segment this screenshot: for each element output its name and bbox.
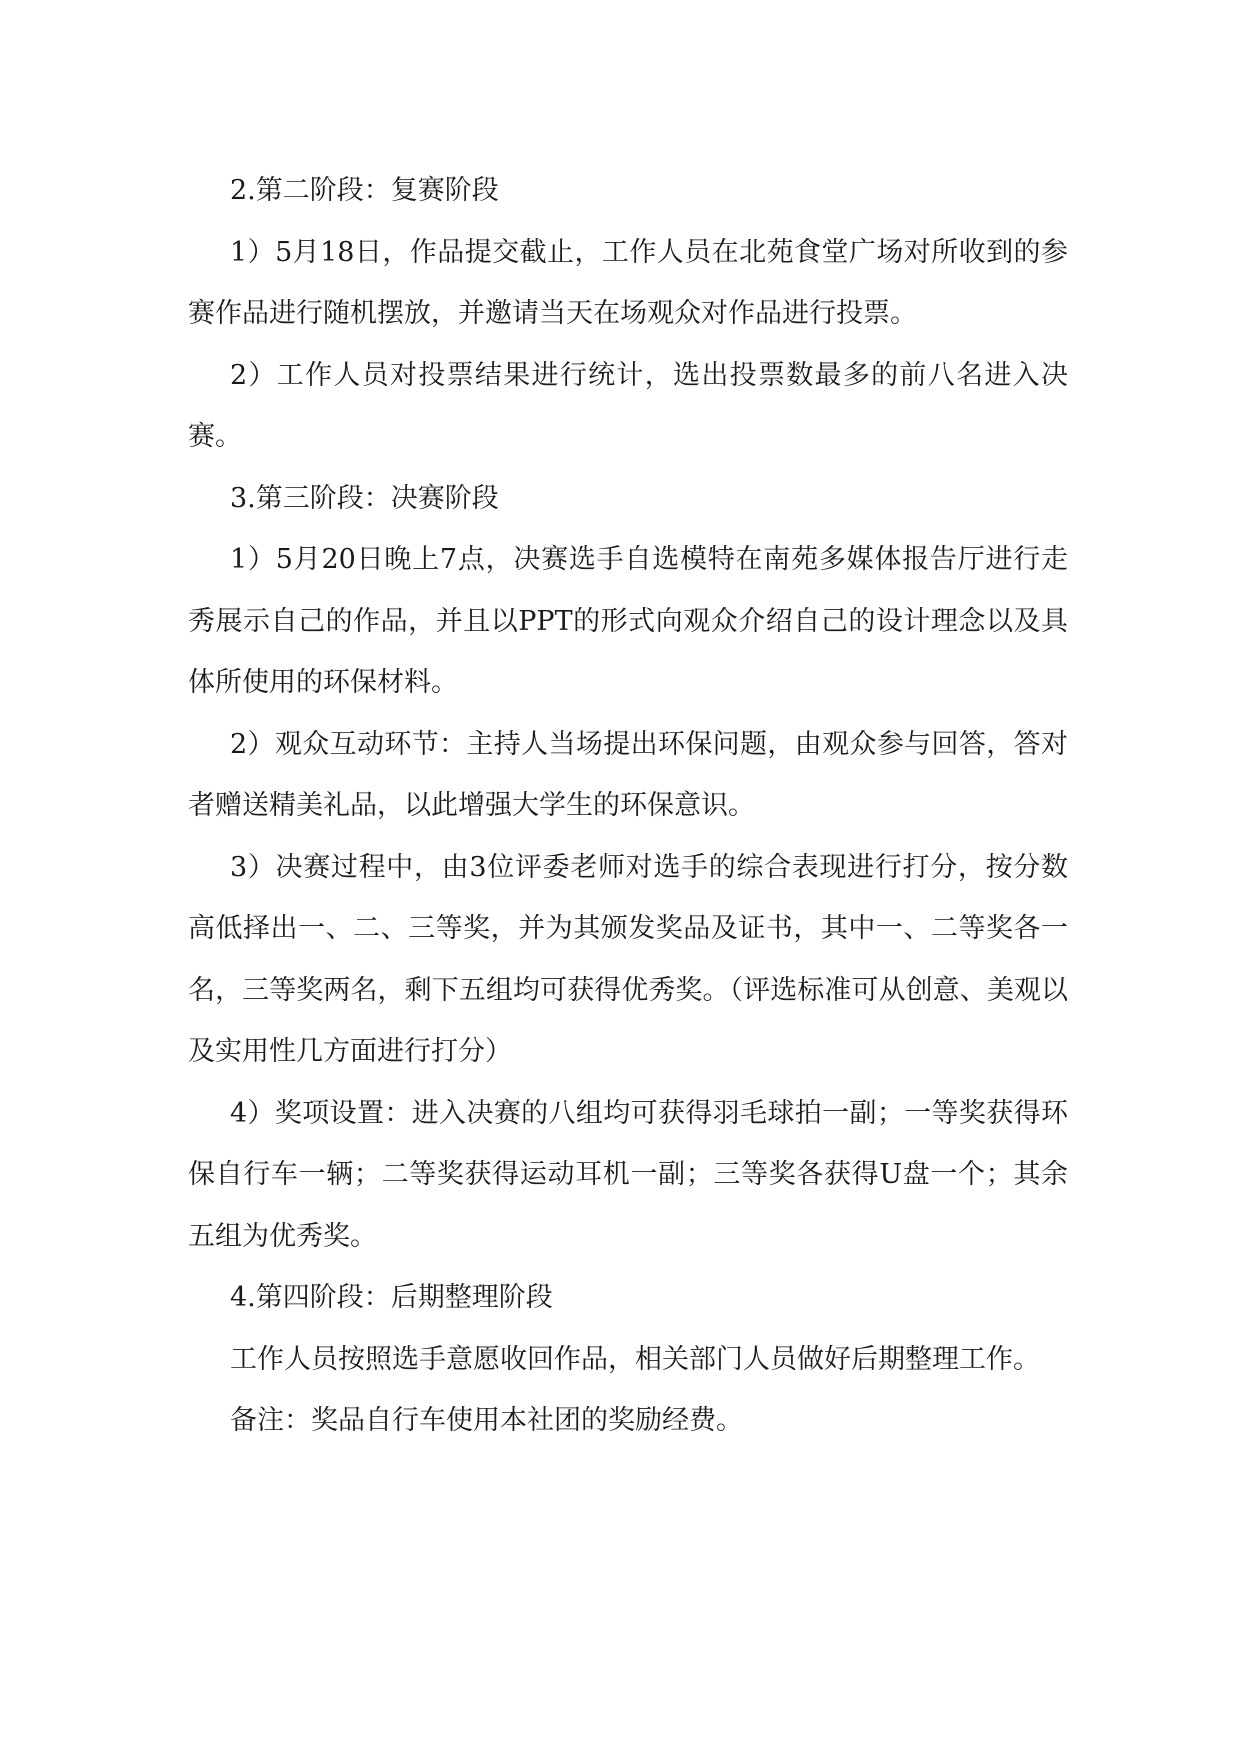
paragraph: 1）5月18日，作品提交截止，工作人员在北苑食堂广场对所收到的参赛作品进行随机摆放，并邀请当天在场观众对作品进行投票。 <box>188 236 1068 329</box>
paragraph: 2）工作人员对投票结果进行统计，选出投票数最多的前八名进入决赛。 <box>188 359 1068 452</box>
note-paragraph: 备注：奖品自行车使用本社团的奖励经费。 <box>230 1405 743 1436</box>
paragraph: 工作人员按照选手意愿收回作品，相关部门人员做好后期整理工作。 <box>230 1343 1040 1375</box>
section-heading-stage-2: 2.第二阶段：复赛阶段 <box>230 175 499 206</box>
section-heading-stage-3: 3.第三阶段：决赛阶段 <box>230 482 499 514</box>
paragraph: 4）奖项设置：进入决赛的八组均可获得羽毛球拍一副；一等奖获得环保自行车一辆；二等奖获得运动耳机一副；三等奖各获得U盘一个；其余五组为优秀奖。 <box>188 1097 1068 1252</box>
paragraph: 3）决赛过程中，由3位评委老师对选手的综合表现进行打分，按分数高低择出一、二、三等奖，并为其颁发奖品及证书，其中一、二等奖各一名，三等奖两名，剩下五组均可获得优秀奖。（评选标准可从创意、美观以及实用性几方面进行打分） <box>188 851 1068 1067</box>
paragraph: 1）5月20日晚上7点，决赛选手自选模特在南苑多媒体报告厅进行走秀展示自己的作品，并且以PPT的形式向观众介绍自己的设计理念以及具体所使用的环保材料。 <box>188 544 1068 698</box>
document-body <box>188 160 1068 1452</box>
paragraph: 2）观众互动环节：主持人当场提出环保问题，由观众参与回答，答对者赠送精美礼品，以此增强大学生的环保意识。 <box>188 728 1068 821</box>
section-heading-stage-4: 4.第四阶段：后期整理阶段 <box>230 1282 553 1313</box>
